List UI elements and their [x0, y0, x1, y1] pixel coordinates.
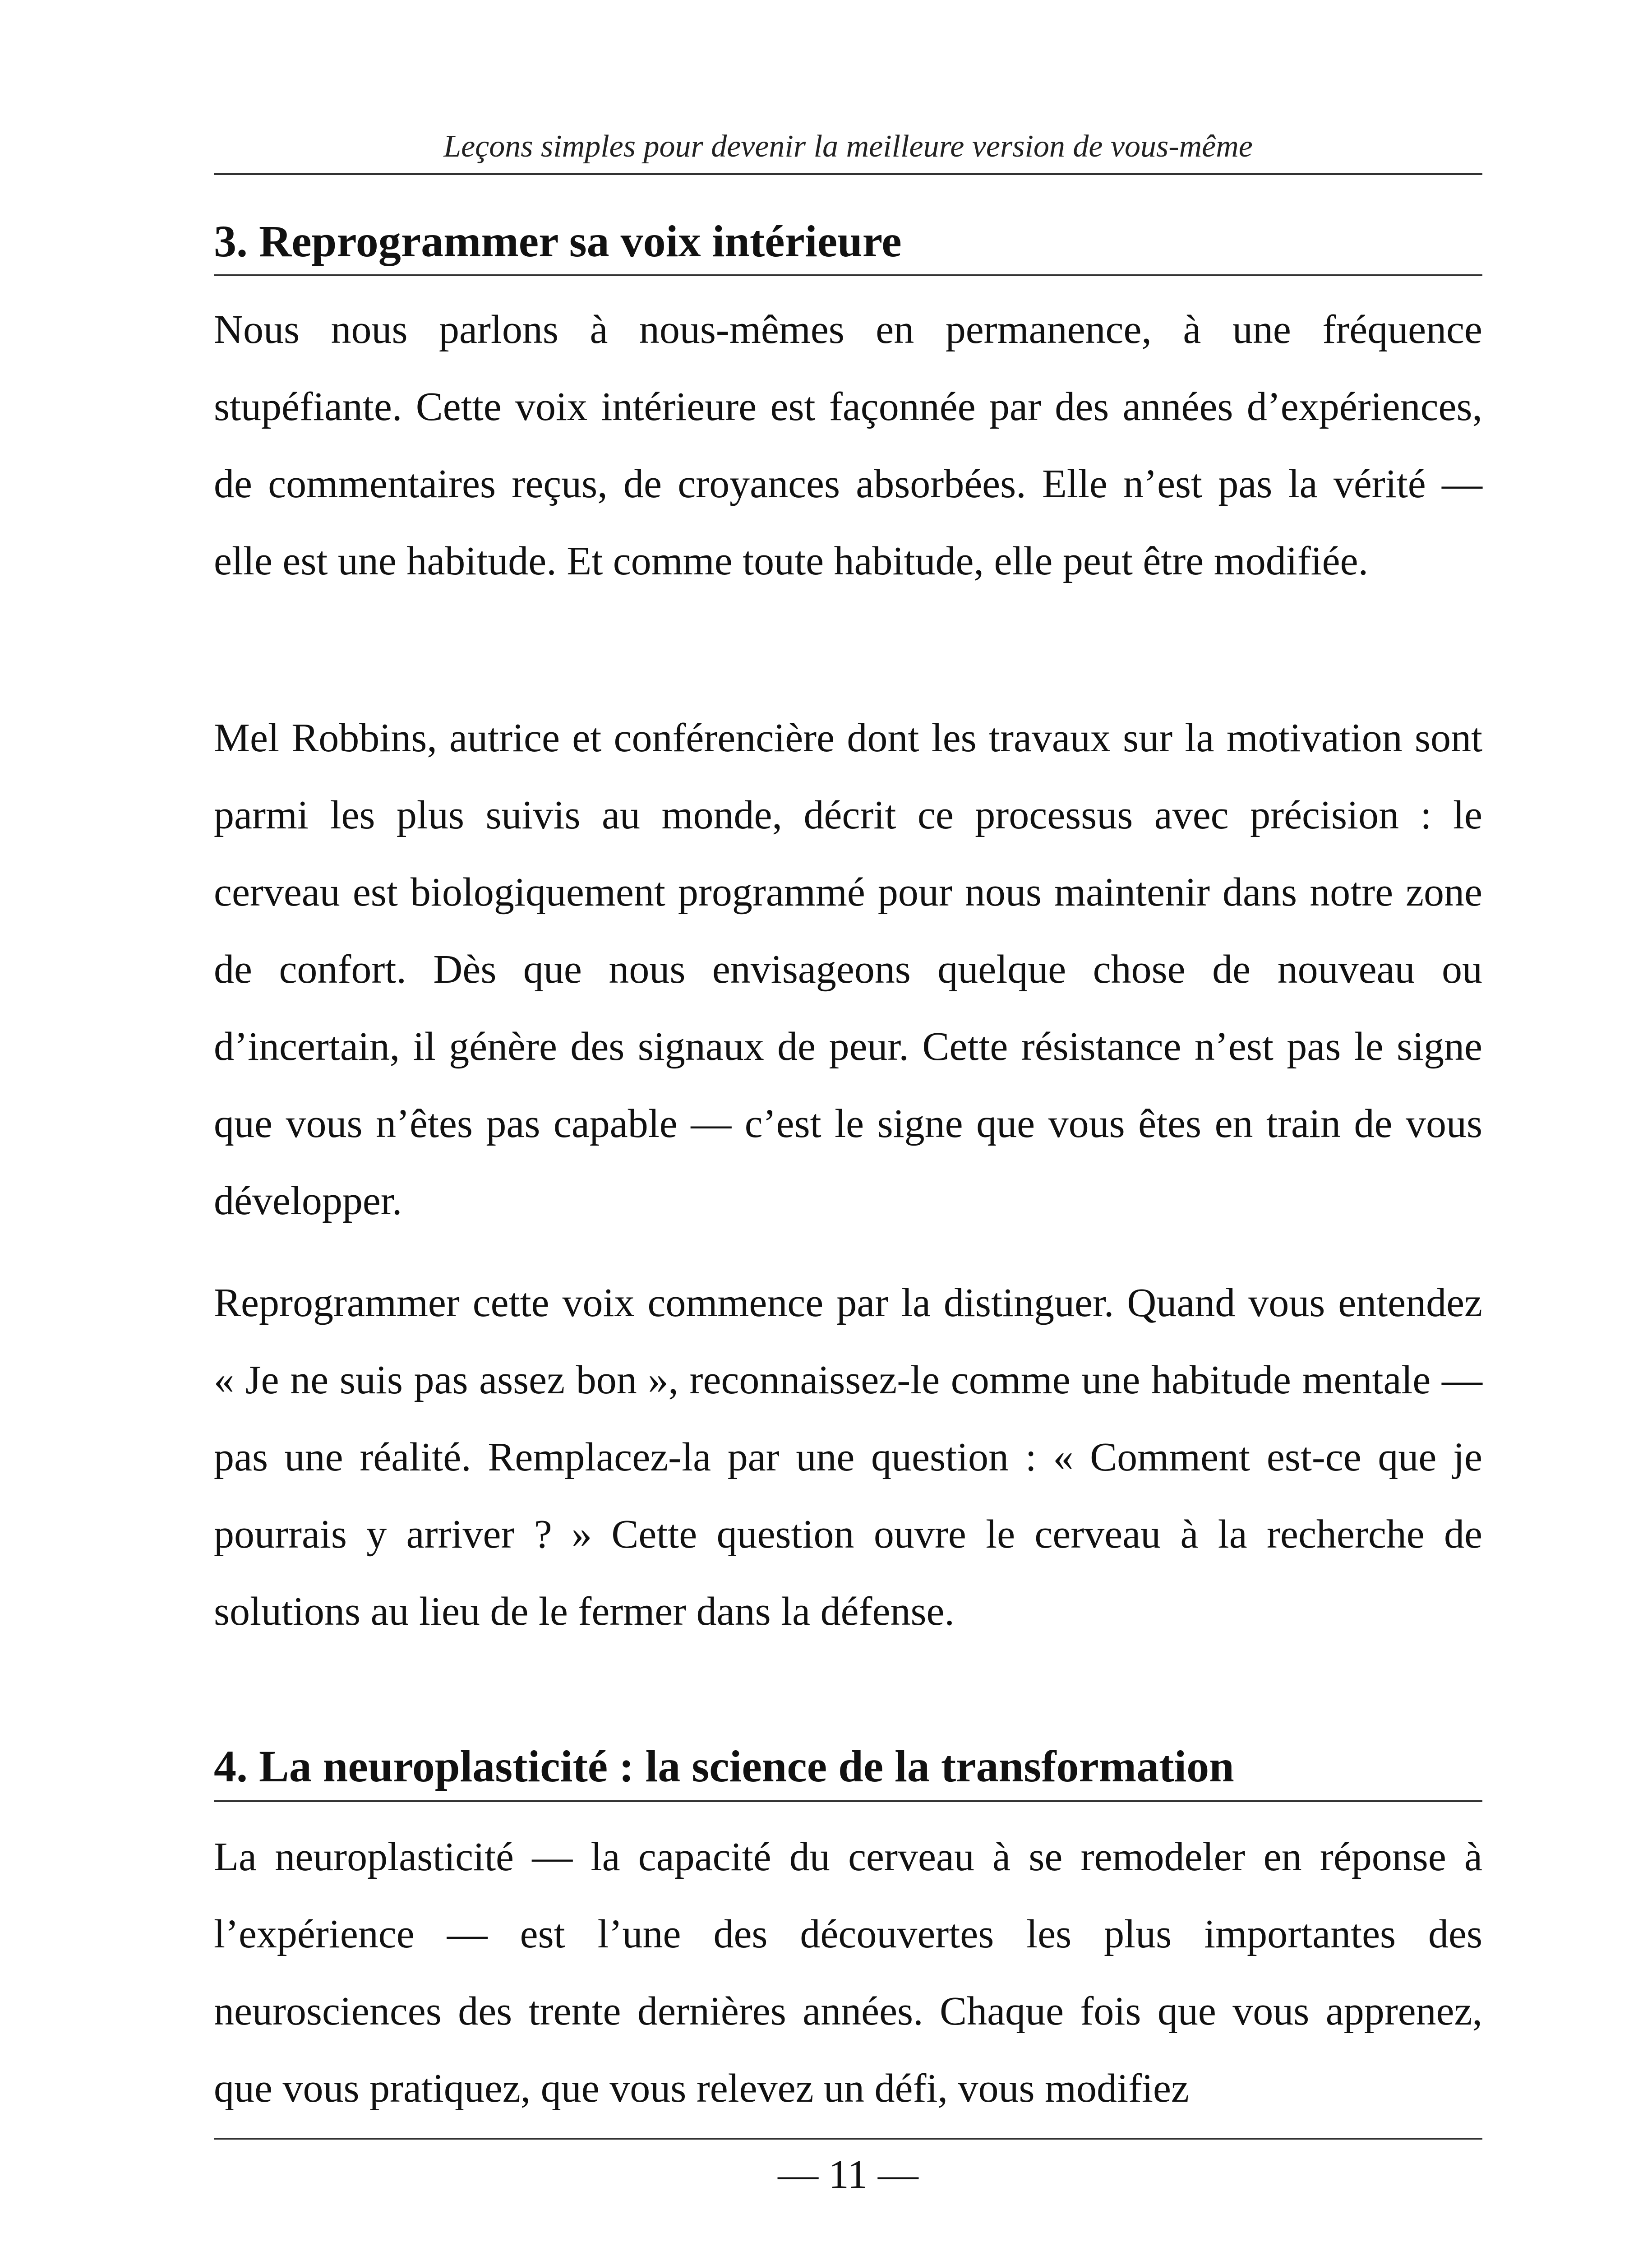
running-header: Leçons simples pour devenir la meilleure version de vous-même: [443, 129, 1253, 164]
section-heading-3: 3. Reprogrammer sa voix intérieure: [214, 216, 902, 266]
document-page: [214, 0, 1482, 2256]
header-rule: [214, 173, 1482, 175]
section-heading-4: 4. La neuroplasticité : la science de la transformation: [214, 1741, 1234, 1791]
section-heading-4-rule: [214, 1800, 1482, 1802]
paragraph-neuroplasticite: La neuroplasticité — la capacité du cerveau à se remodeler en réponse à l’expérience — est l’une des découvertes les plus importantes des neurosciences des trente dernières années. Chaque fois que vous apprenez, que vous pratiquez, que vous relevez un défi, vous modifiez: [214, 1835, 1482, 2111]
section-heading-3-rule: [214, 274, 1482, 276]
footer-rule: [214, 2138, 1482, 2140]
paragraph-voix-interieure: Nous nous parlons à nous-mêmes en permanence, à une fréquence stupéfiante. Cette voix intérieure est façonnée par des années d’expériences, de commentaires reçus, de croyances absorbées. Elle n’est pas la vérité — elle est une habitude. Et comme toute habitude, elle peut être modifiée.: [214, 307, 1482, 583]
page-number: — 11 —: [778, 2152, 918, 2197]
paragraph-reprogrammer: Reprogrammer cette voix commence par la distinguer. Quand vous entendez « Je ne suis pas assez bon », reconnaissez-le comme une habitude mentale — pas une réalité. Remplacez-la par une question : « Comment est-ce que je pourrais y arriver ? » Cette question ouvre le cerveau à la recherche de solutions au lieu de le fermer dans la défense.: [214, 1281, 1482, 1634]
paragraph-mel-robbins: Mel Robbins, autrice et conférencière dont les travaux sur la motivation sont parmi les plus suivis au monde, décrit ce processus avec précision : le cerveau est biologiquement programmé pour nous maintenir dans notre zone de confort. Dès que nous envisageons quelque chose de nouveau ou d’incertain, il génère des signaux de peur. Cette résistance n’est pas le signe que vous n’êtes pas capable — c’est le signe que vous êtes en train de vous développer.: [214, 716, 1482, 1223]
